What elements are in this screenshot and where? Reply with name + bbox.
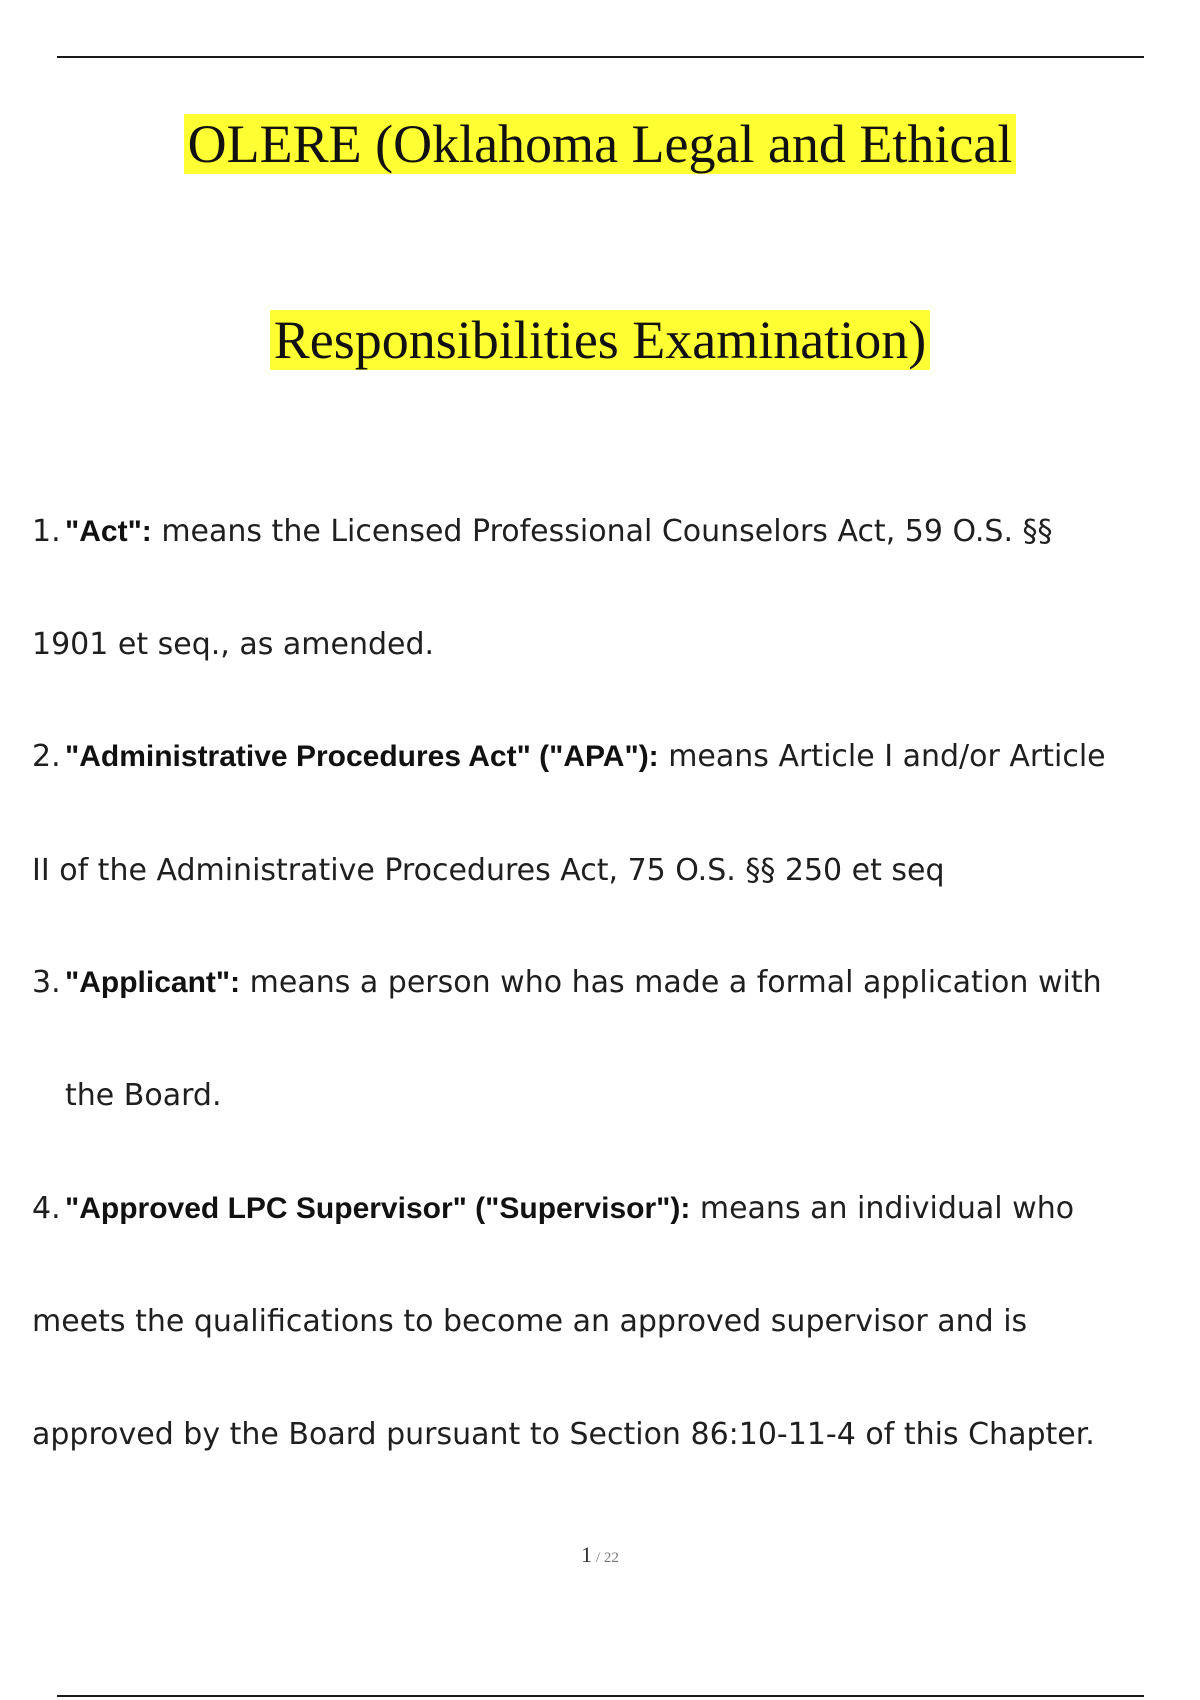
definition-3-term: "Applicant": <box>65 966 241 999</box>
definition-2-line-1 <box>32 737 1106 777</box>
definition-1-line-2 <box>32 625 434 665</box>
document-title-line-2 <box>0 308 1200 372</box>
definition-1-term: "Act": <box>65 515 152 548</box>
definition-4-number: 4. <box>32 1191 61 1226</box>
definition-2-text-2: II of the Administrative Procedures Act, 75 O.S. §§ 250 et seq <box>32 853 945 888</box>
definition-4-text-1: means an individual who <box>690 1191 1075 1226</box>
definition-4-term: "Approved LPC Supervisor" ("Supervisor"): <box>65 1192 691 1225</box>
title-highlight-1: OLERE (Oklahoma Legal and Ethical <box>184 114 1017 174</box>
definition-3-line-1 <box>32 963 1102 1003</box>
definition-2-text-1: means Article I and/or Article <box>658 739 1106 774</box>
definition-1-line-1 <box>32 512 1053 552</box>
definition-4-line-2 <box>32 1302 1027 1342</box>
page-total: 22 <box>603 1550 619 1566</box>
page-separator: / <box>592 1550 604 1566</box>
title-highlight-2: Responsibilities Examination) <box>270 310 930 370</box>
top-rule <box>57 56 1144 58</box>
definition-1-text-1: means the Licensed Professional Counselors Act, 59 O.S. §§ <box>151 514 1053 549</box>
definition-2-term: "Administrative Procedures Act" ("APA"): <box>65 740 659 773</box>
definition-3-line-2 <box>65 1076 221 1116</box>
definition-3-number: 3. <box>32 965 61 1000</box>
page-current: 1 <box>581 1542 593 1567</box>
definition-1-number: 1. <box>32 514 61 549</box>
definition-4-text-2: meets the qualifications to become an approved supervisor and is <box>32 1304 1028 1339</box>
document-title-line-1 <box>0 112 1200 176</box>
definition-4-line-3 <box>32 1415 1095 1455</box>
definition-2-line-2 <box>32 851 945 891</box>
definition-1-text-2: 1901 et seq., as amended. <box>32 627 435 662</box>
definition-3-text-1: means a person who has made a formal application with <box>240 965 1102 1000</box>
definition-3-text-2: the Board. <box>65 1078 222 1113</box>
bottom-rule <box>57 1695 1144 1697</box>
page-indicator <box>0 1542 1200 1568</box>
definition-4-line-1 <box>32 1189 1074 1229</box>
definition-4-text-3: approved by the Board pursuant to Section 86:10-11-4 of this Chapter. <box>32 1417 1095 1452</box>
definition-2-number: 2. <box>32 739 61 774</box>
